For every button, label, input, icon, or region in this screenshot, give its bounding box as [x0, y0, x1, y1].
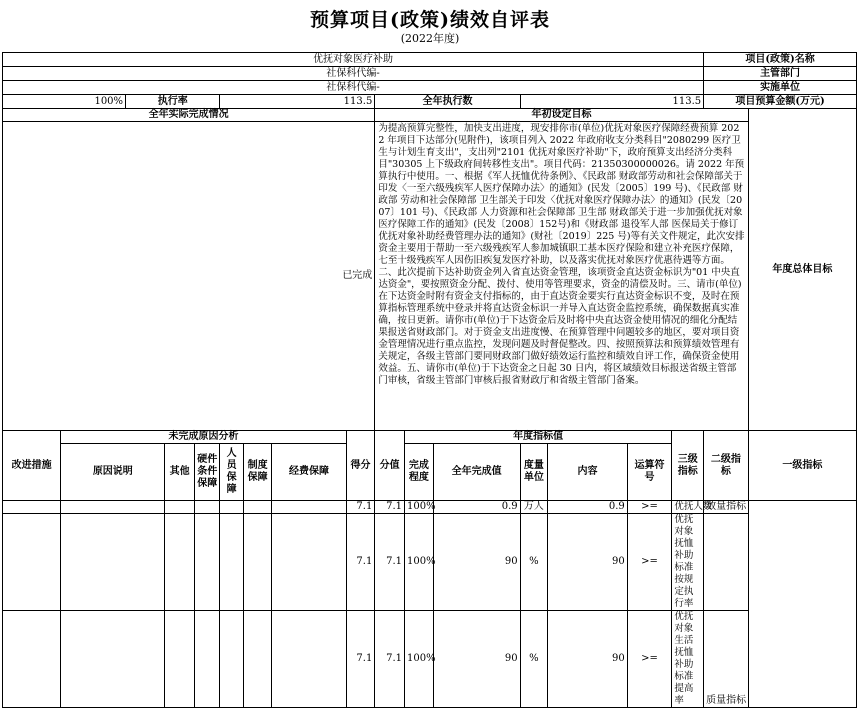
- operator-cell: >=: [627, 501, 672, 514]
- dept-label: 主管部门: [704, 67, 857, 81]
- funding-header: 经费保障: [272, 444, 346, 501]
- title-block: [0, 0, 860, 52]
- level2-cell: [704, 514, 749, 611]
- annual-group-header: 年度指标值: [405, 431, 672, 444]
- improve-cell: [3, 501, 61, 514]
- actual-cell: 90: [433, 514, 520, 611]
- project-name-value: 优抚对象医疗补助: [3, 53, 704, 67]
- personnel-cell: [220, 514, 243, 611]
- reason-desc-cell: [61, 514, 165, 611]
- evaluation-table: [2, 52, 857, 708]
- content-cell: 0.9: [548, 501, 628, 514]
- reason-group-header: 未完成原因分析: [61, 431, 346, 444]
- content-cell: 90: [548, 611, 628, 708]
- form-title: 预算项目(政策)绩效自评表: [310, 9, 550, 31]
- completion-cell: 100%: [405, 501, 434, 514]
- score-header: 得分: [346, 431, 375, 501]
- unit-cell: %: [520, 514, 548, 611]
- exec-label: 全年执行数: [375, 95, 520, 109]
- actual-value-header: 全年完成值: [433, 444, 520, 501]
- other-header: 其他: [165, 444, 195, 501]
- weight-header: 分值: [375, 431, 405, 501]
- reason-desc-cell: [61, 501, 165, 514]
- budget-label: 项目预算金额(万元): [704, 95, 857, 109]
- completion-header: 完成程度: [405, 444, 434, 501]
- content-cell: 90: [548, 514, 628, 611]
- hardware-cell: [195, 501, 220, 514]
- operator-header: 运算符号: [627, 444, 672, 501]
- reason-desc-header: 原因说明: [61, 444, 165, 501]
- other-cell: [165, 611, 195, 708]
- score-cell: 7.1: [346, 514, 375, 611]
- completion-cell: 100%: [405, 611, 434, 708]
- system-header: 制度保障: [243, 444, 272, 501]
- operator-cell: >=: [627, 514, 672, 611]
- plan-text: 为提高预算完整性，加快支出进度，现安排你市(单位)优抚对象医疗保障经费预算 2022 年项目下达部分(见附件)，该项目列入 2022 年政府收支分类科目"2080299 医疗卫生与计划生育支出"，支出列"2101 优抚对象医疗补助"下，政府预算支出经济分类科目"30305 上下级政府间转移性支出"。项目代码：21350300000026。请 2022 年预算执行中使用。一、根据《军人抚恤优待条例》、《民政部 财政部劳动和社会保障部关于印发〈一至六级残疾军人医疗保障办法〉的通知》(民发〔2005〕199 号)、《民政部 财政部 劳动和社会保障部 卫生部关于印发〈优抚对象医疗保障办法〉的通知》(民发〔2007〕101 号)、《民政部 人力资源和社会保障部 卫生部 财政部关于进一步加强优抚对象医疗保障工作的通知》(民发〔2008〕152号)和《财政部 退役军人部 医保局关于修订优抚对象补助经费管理办法的通知》(财社〔2019〕225 号)等有关文件规定，此次安排资金主要用于帮助一至六级残疾军人参加城镇职工基本医疗保险和建立补充医疗保障，七至十级残疾军人因伤旧疾复发医疗补助，以及落实优抚对象医疗优惠待遇等方面。二、此次提前下达补助资金列入省直达资金管理，该项资金直达资金标识为"01 中央直达资金"，要按照资金分配、拨付、使用等管理要求，资金的清偿及时。三、请市(单位)在下达资金时附有资金支付指标的，由于直达资金要实行直达资金标识不变，及时在预算指标管理系统中登录并将直达资金标识一并导入直达资金监控系统，确保数据真实准确，按日更新。请你市(单位)于下达资金后及时将中央直达资金使用情况的细化分配结果报送省财政部门。对于资金支出进度慢、在预算管理中问题较多的地区，要对项目资金管理情况进行重点监控，发现问题及时督促整改。四、按照预算法和预算绩效管理有关规定，各级主管部门要同财政部门做好绩效运行监控和绩效自评工作，确保资金使用效益。五、请你市(单位)于下达资金之日起 30 日内，将区域绩效目标报送省级主管部门审核，省级主管部门审核后报省财政厅和省级主管部门备案。: [375, 122, 748, 431]
- project-name-label: 项目(政策)名称: [704, 53, 857, 67]
- hardware-header: 硬件条件保障: [195, 444, 220, 501]
- annual-goal-label: 年度总体目标: [748, 109, 856, 431]
- exec-value: 113.5: [220, 95, 375, 109]
- funding-cell: [272, 501, 346, 514]
- reason-desc-cell: [61, 611, 165, 708]
- content-header: 内容: [548, 444, 628, 501]
- budget-value: 113.5: [520, 95, 703, 109]
- actual-cell: 0.9: [433, 501, 520, 514]
- score-cell: 7.1: [346, 611, 375, 708]
- dept-value: 社保科代编-: [3, 67, 704, 81]
- weight-cell: 7.1: [375, 611, 405, 708]
- system-cell: [243, 501, 272, 514]
- table-row: [3, 611, 857, 708]
- actual-cell: 90: [433, 611, 520, 708]
- impl-value: 社保科代编-: [3, 81, 704, 95]
- rate-value: 100%: [3, 95, 126, 109]
- system-cell: [243, 611, 272, 708]
- unit-header: 度量单位: [520, 444, 548, 501]
- rate-label: 执行率: [126, 95, 220, 109]
- improve-header: 改进措施: [3, 431, 61, 501]
- hardware-cell: [195, 611, 220, 708]
- unit-cell: 万人: [520, 501, 548, 514]
- level2-cell: 质量指标: [704, 611, 749, 708]
- improve-cell: [3, 514, 61, 611]
- plan-header: 年初设定目标: [375, 109, 748, 122]
- unit-cell: %: [520, 611, 548, 708]
- hardware-cell: [195, 514, 220, 611]
- actual-text: 已完成: [3, 122, 375, 431]
- weight-cell: 7.1: [375, 514, 405, 611]
- level2-cell: 数量指标: [704, 501, 749, 514]
- impl-label: 实施单位: [704, 81, 857, 95]
- level1-header: 一级指标: [748, 431, 856, 501]
- system-cell: [243, 514, 272, 611]
- weight-cell: 7.1: [375, 501, 405, 514]
- form-year: (2022年度): [400, 32, 460, 45]
- personnel-cell: [220, 611, 243, 708]
- other-cell: [165, 501, 195, 514]
- level3-header: 三级指标: [672, 431, 704, 501]
- level3-cell: 优抚人数: [672, 501, 704, 514]
- level1-cell: [748, 501, 856, 708]
- funding-cell: [272, 611, 346, 708]
- actual-header: 全年实际完成情况: [3, 109, 375, 122]
- personnel-cell: [220, 501, 243, 514]
- table-row: [3, 501, 857, 514]
- score-cell: 7.1: [346, 501, 375, 514]
- improve-cell: [3, 611, 61, 708]
- level3-cell: 优抚对象抚恤补助标准按规定执行率: [672, 514, 704, 611]
- other-cell: [165, 514, 195, 611]
- operator-cell: >=: [627, 611, 672, 708]
- level3-cell: 优抚对象生活抚恤补助标准提高率: [672, 611, 704, 708]
- level2-header: 二级指标: [704, 431, 749, 501]
- personnel-header: 人员保障: [220, 444, 243, 501]
- table-row: [3, 514, 857, 611]
- funding-cell: [272, 514, 346, 611]
- completion-cell: 100%: [405, 514, 434, 611]
